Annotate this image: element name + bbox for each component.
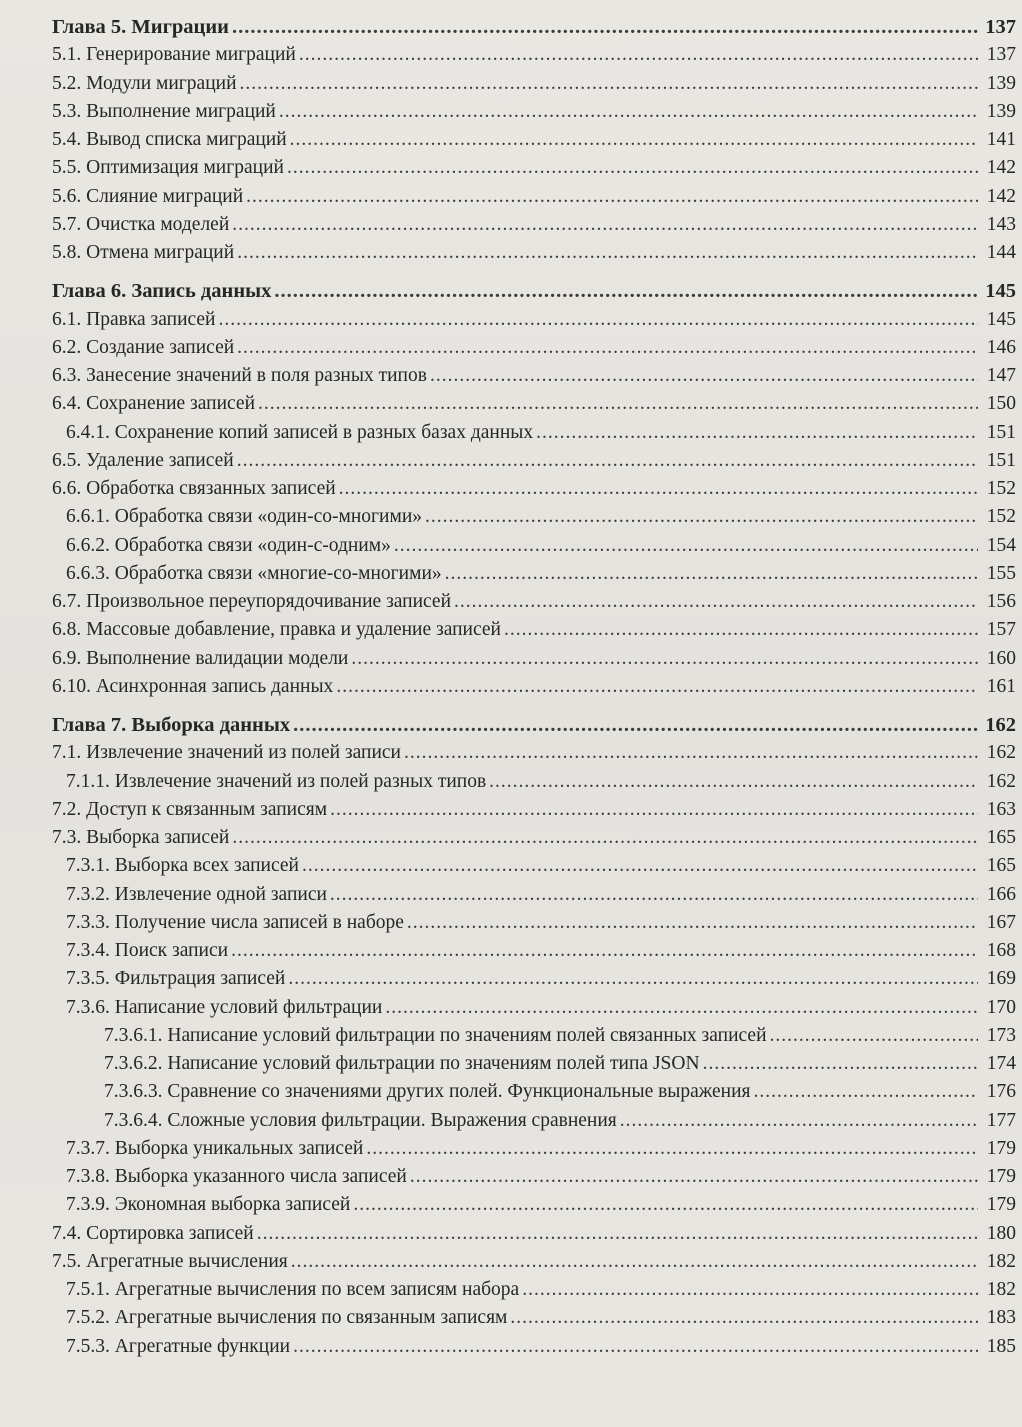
toc-entry [0, 1220, 1022, 1248]
dot-leader [302, 852, 978, 880]
entry-title: 7.1. Извлечение значений из полей записи [52, 742, 401, 764]
page-number: 143 [986, 213, 1016, 235]
dot-leader [258, 390, 978, 418]
entry-title: 5.8. Отмена миграций [52, 242, 235, 263]
toc-entry [0, 1107, 1022, 1135]
dot-leader [754, 1078, 978, 1106]
dot-leader [366, 1135, 978, 1163]
page-number: 142 [986, 185, 1016, 207]
entry-title: 6.10. Асинхронная запись данных [52, 675, 334, 697]
entry-title: 7.1.1. Извлечение значений из полей разных типов [66, 770, 487, 792]
chapter-title: Глава 7. Выборка данных [52, 714, 291, 736]
dot-leader [279, 98, 978, 126]
toc-entry [0, 98, 1022, 126]
entry-title: 6.5. Удаление записей [52, 449, 234, 471]
page-number: 182 [986, 1279, 1016, 1300]
toc-entry [0, 419, 1022, 447]
dot-leader [351, 645, 978, 673]
dot-leader [287, 154, 978, 182]
entry-title: 7.4. Сортировка записей [52, 1222, 254, 1244]
chapter-heading [0, 711, 1022, 739]
page-number: 145 [985, 280, 1016, 303]
page-number: 161 [986, 675, 1016, 697]
page-number: 152 [986, 478, 1016, 499]
entry-title: 6.4. Сохранение записей [52, 393, 255, 415]
toc-entry [0, 1191, 1022, 1219]
page-number: 160 [986, 647, 1016, 669]
dot-leader [353, 1191, 978, 1219]
entry-title: 5.4. Вывод списка миграций [52, 129, 287, 150]
toc-entry [0, 154, 1022, 182]
entry-title: 7.3.6.4. Сложные условия фильтрации. Выражения сравнения [104, 1109, 617, 1131]
dot-leader [339, 475, 978, 503]
page-number: 150 [986, 393, 1016, 415]
entry-title: 5.1. Генерирование миграций [52, 44, 296, 66]
entry-title: 7.2. Доступ к связанным записям [52, 798, 328, 820]
entry-title: 6.9. Выполнение валидации модели [52, 647, 349, 669]
dot-leader [246, 183, 978, 211]
toc-entry [0, 994, 1022, 1022]
entry-title: 7.3.3. Получение числа записей в наборе [66, 911, 404, 933]
chapter-heading [0, 13, 1022, 41]
entry-title: 6.1. Правка записей [52, 308, 216, 330]
dot-leader [240, 70, 978, 98]
dot-leader [425, 503, 978, 531]
page-number: 152 [986, 506, 1016, 528]
page-number: 162 [986, 770, 1016, 792]
dot-leader [522, 1276, 978, 1304]
entry-title: 7.3.4. Поиск записи [66, 940, 229, 961]
toc-entry [0, 475, 1022, 503]
entry-title: 6.4.1. Сохранение копий записей в разных базах данных [66, 421, 534, 443]
entry-title: 7.3.6.3. Сравнение со значениями других полей. Функциональные выражения [104, 1081, 751, 1103]
toc-entry [0, 1135, 1022, 1163]
toc-entry [0, 1276, 1022, 1304]
dot-leader [293, 1333, 978, 1361]
page-number: 157 [986, 619, 1016, 641]
page-number: 165 [986, 855, 1016, 877]
dot-leader [291, 1248, 978, 1276]
toc-entry [0, 1078, 1022, 1106]
dot-leader [274, 277, 978, 305]
page-number: 179 [986, 1166, 1016, 1187]
entry-title: 6.6. Обработка связанных записей [52, 478, 336, 499]
toc-entry [0, 852, 1022, 880]
entry-title: 7.5. Агрегатные вычисления [52, 1250, 288, 1272]
toc-entry [0, 334, 1022, 362]
toc-entry [0, 768, 1022, 796]
dot-leader [237, 334, 978, 362]
page-number: 151 [986, 449, 1016, 471]
entry-title: 6.6.3. Обработка связи «многие-со-многими» [66, 562, 442, 584]
toc-entry [0, 1248, 1022, 1276]
page-number: 144 [986, 242, 1016, 263]
page-number: 174 [986, 1053, 1016, 1074]
dot-leader [489, 768, 978, 796]
toc-entry [0, 503, 1022, 531]
dot-leader [394, 532, 978, 560]
toc-entry [0, 1333, 1022, 1361]
page-number: 137 [985, 16, 1016, 38]
page-number: 170 [986, 996, 1016, 1018]
page-number: 163 [986, 798, 1016, 820]
toc-entry [0, 909, 1022, 937]
page-number: 169 [986, 968, 1016, 990]
entry-title: 7.3.8. Выборка указанного числа записей [66, 1166, 407, 1187]
dot-leader [232, 13, 978, 41]
toc-entry [0, 1022, 1022, 1050]
entry-title: 7.3.6.2. Написание условий фильтрации по значениям полей типа JSON [104, 1053, 700, 1074]
chapter-title: Глава 5. Миграции [52, 16, 229, 38]
toc-entry [0, 1163, 1022, 1191]
entry-title: 7.3.1. Выборка всех записей [66, 855, 299, 877]
entry-title: 7.3.5. Фильтрация записей [66, 968, 286, 990]
chapter-5 [0, 13, 1022, 267]
toc-entry [0, 881, 1022, 909]
entry-title: 5.7. Очистка моделей [52, 213, 230, 235]
entry-title: 7.3. Выборка записей [52, 827, 230, 848]
toc-entry [0, 616, 1022, 644]
chapter-6 [0, 277, 1022, 701]
dot-leader [770, 1022, 978, 1050]
dot-leader [407, 909, 978, 937]
dot-leader [404, 739, 978, 767]
page-number: 154 [986, 534, 1016, 556]
toc-entry [0, 673, 1022, 701]
dot-leader [237, 447, 978, 475]
page-number: 185 [986, 1335, 1016, 1357]
dot-leader [430, 362, 978, 390]
dot-leader [257, 1220, 978, 1248]
page-number: 137 [986, 44, 1016, 66]
page-number: 165 [986, 827, 1016, 848]
page-number: 162 [986, 742, 1016, 764]
entry-title: 5.3. Выполнение миграций [52, 100, 276, 122]
toc-entry [0, 739, 1022, 767]
entry-title: 7.3.9. Экономная выборка записей [66, 1194, 351, 1216]
dot-leader [510, 1304, 978, 1332]
toc-entry [0, 532, 1022, 560]
toc-entry [0, 588, 1022, 616]
toc-entry [0, 362, 1022, 390]
toc-entry [0, 937, 1022, 965]
entry-title: 7.3.6. Написание условий фильтрации [66, 996, 383, 1018]
dot-leader [293, 711, 978, 739]
entry-title: 6.7. Произвольное переупорядочивание записей [52, 591, 452, 612]
page-number: 167 [986, 911, 1016, 933]
dot-leader [299, 41, 978, 69]
dot-leader [410, 1163, 978, 1191]
chapter-7 [0, 711, 1022, 1361]
table-of-contents [0, 13, 1022, 1371]
toc-entry [0, 447, 1022, 475]
toc-entry [0, 211, 1022, 239]
dot-leader [385, 994, 978, 1022]
entry-title: 7.3.6.1. Написание условий фильтрации по значениям полей связанных записей [104, 1024, 767, 1046]
page-number: 179 [986, 1137, 1016, 1159]
entry-title: 6.2. Создание записей [52, 336, 235, 358]
page-number: 182 [986, 1250, 1016, 1272]
page-number: 147 [986, 365, 1016, 386]
page-number: 183 [986, 1307, 1016, 1329]
toc-entry [0, 126, 1022, 154]
page-number: 139 [986, 100, 1016, 122]
page-number: 179 [986, 1194, 1016, 1216]
entry-title: 7.5.2. Агрегатные вычисления по связанным записям [66, 1307, 508, 1329]
entry-title: 7.5.3. Агрегатные функции [66, 1335, 291, 1357]
dot-leader [218, 306, 978, 334]
toc-entry [0, 70, 1022, 98]
dot-leader [504, 616, 978, 644]
dot-leader [232, 824, 978, 852]
dot-leader [336, 673, 978, 701]
page-number: 173 [986, 1024, 1016, 1046]
page-number: 141 [986, 129, 1016, 150]
toc-entry [0, 560, 1022, 588]
dot-leader [454, 588, 978, 616]
page-number: 146 [986, 336, 1016, 358]
dot-leader [290, 126, 978, 154]
toc-entry [0, 965, 1022, 993]
page-number: 162 [985, 714, 1016, 736]
entry-title: 5.5. Оптимизация миграций [52, 157, 284, 179]
page-number: 166 [986, 883, 1016, 905]
toc-entry [0, 796, 1022, 824]
toc-entry [0, 239, 1022, 267]
dot-leader [536, 419, 978, 447]
dot-leader [237, 239, 978, 267]
toc-entry [0, 645, 1022, 673]
page-number: 151 [986, 421, 1016, 443]
dot-leader [330, 796, 978, 824]
page-number: 155 [986, 562, 1016, 584]
chapter-heading [0, 277, 1022, 305]
dot-leader [620, 1107, 978, 1135]
entry-title: 5.2. Модули миграций [52, 72, 237, 94]
toc-entry [0, 390, 1022, 418]
toc-entry [0, 183, 1022, 211]
toc-entry [0, 1304, 1022, 1332]
page-number: 156 [986, 591, 1016, 612]
page-number: 142 [986, 157, 1016, 179]
dot-leader [703, 1050, 978, 1078]
dot-leader [232, 211, 978, 239]
entry-title: 6.8. Массовые добавление, правка и удаление записей [52, 619, 501, 641]
entry-title: 6.6.2. Обработка связи «один-с-одним» [66, 534, 391, 556]
entry-title: 5.6. Слияние миграций [52, 185, 244, 207]
chapter-title: Глава 6. Запись данных [52, 280, 272, 303]
entry-title: 7.3.7. Выборка уникальных записей [66, 1137, 364, 1159]
dot-leader [330, 881, 978, 909]
page-number: 168 [986, 940, 1016, 961]
page-number: 177 [986, 1109, 1016, 1131]
entry-title: 6.6.1. Обработка связи «один-со-многими» [66, 506, 422, 528]
dot-leader [231, 937, 978, 965]
entry-title: 6.3. Занесение значений в поля разных типов [52, 365, 427, 386]
toc-entry [0, 41, 1022, 69]
entry-title: 7.3.2. Извлечение одной записи [66, 883, 327, 905]
page-number: 176 [986, 1081, 1016, 1103]
toc-entry [0, 1050, 1022, 1078]
dot-leader [445, 560, 978, 588]
toc-entry [0, 824, 1022, 852]
entry-title: 7.5.1. Агрегатные вычисления по всем записям набора [66, 1279, 520, 1300]
page-number: 139 [986, 72, 1016, 94]
toc-entry [0, 306, 1022, 334]
page-number: 180 [986, 1222, 1016, 1244]
dot-leader [288, 965, 978, 993]
page-number: 145 [986, 308, 1016, 330]
